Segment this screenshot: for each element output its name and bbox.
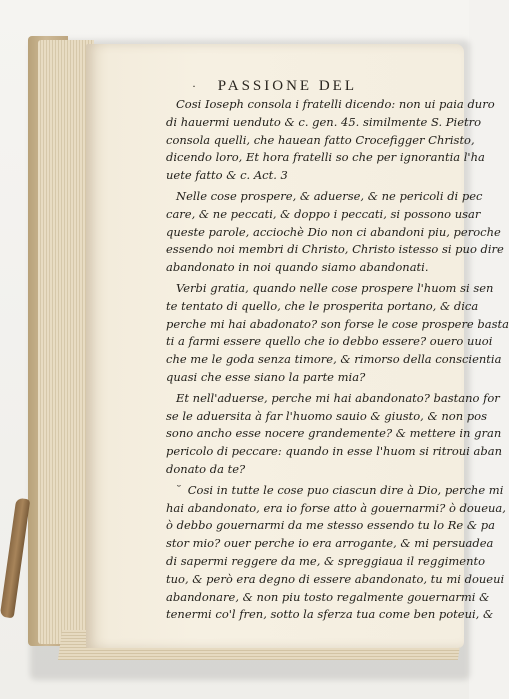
text-line-content: che me le goda senza timore, & rimorso della conscientia — [166, 352, 502, 367]
text-line-content: donato da te? — [166, 461, 246, 476]
text-line-content: care, & ne peccati, & doppo i peccati, si possono usar — [166, 206, 481, 221]
text-line — [166, 461, 462, 479]
text-line — [166, 589, 490, 607]
text-line — [166, 517, 495, 535]
text-line — [166, 188, 483, 206]
text-line — [166, 443, 502, 461]
text-line-content: essendo noi membri di Christo, Christo istesso si puo dire — [166, 242, 504, 257]
page-text — [166, 96, 509, 624]
text-line — [166, 167, 462, 185]
text-line-content: di hauermi uenduto & c. gen. 45. similmente S. Pietro — [166, 114, 482, 129]
text-line — [166, 369, 462, 387]
text-line — [166, 149, 485, 167]
text-line — [166, 606, 494, 624]
text-line — [166, 571, 505, 589]
text-line-content: stor mio? ouer perche io era arrogante, & mi persuadea — [166, 536, 494, 551]
text-line-content: dicendo loro, Et hora fratelli so che per ignorantia l'ha — [166, 150, 485, 165]
text-line — [166, 351, 502, 369]
text-line-content: ò debbo gouernarmi da me stesso essendo tu lo Re & pa — [166, 518, 495, 533]
text-line — [166, 132, 475, 150]
text-line-content: se le aduersita à far l'huomo sauio & giusto, & non pos — [166, 408, 487, 423]
running-head — [0, 78, 469, 95]
text-line — [166, 298, 479, 316]
text-line-content: Verbi gratia, quando nelle cose prospere l'huom si sen — [176, 280, 494, 295]
text-line-content: pericolo di peccare: quando in esse l'huom si ritroui aban — [166, 444, 502, 459]
text-line — [166, 333, 493, 351]
text-line — [166, 316, 509, 334]
running-head-mark: · — [192, 79, 200, 93]
text-line-content: hai abandonato, era io forse atto à gouernarmi? ò doueua, — [166, 500, 506, 515]
text-line-content: tuo, & però era degno di essere abandonato, tu mi doueui — [166, 571, 505, 586]
text-line-content: Cosi in tutte le cose puo ciascun dire à Dio, perche mi — [187, 482, 504, 497]
text-line — [166, 482, 504, 500]
text-line-content: queste parole, acciochè Dio non ci abandoni piu, peroche — [166, 224, 501, 239]
text-line — [166, 408, 487, 426]
text-line — [166, 553, 486, 571]
text-line-content: abandonare, & non piu tosto regalmente gouernarmi & — [166, 589, 490, 604]
text-line-content: perche mi hai abadonato? son forse le cose prospere basta — [166, 316, 509, 331]
text-line — [166, 206, 481, 224]
running-head-title: PASSIONE DEL — [217, 78, 357, 94]
paragraph-mark-icon: ˘ — [176, 482, 182, 497]
text-line-content: Et nell'aduerse, perche mi hai abandonato? bastano for — [176, 390, 500, 405]
text-line-content: quasi che esse siano la parte mia? — [166, 369, 366, 384]
text-line-content: Nelle cose prospere, & aduerse, & ne pericoli di pec — [176, 188, 483, 203]
text-line-content: tenermi co'l fren, sotto la sferza tua come ben poteui, & — [166, 607, 494, 622]
text-line — [166, 535, 494, 553]
text-line — [166, 390, 500, 408]
text-line — [166, 425, 502, 443]
text-line — [166, 114, 482, 132]
text-line — [166, 241, 504, 259]
text-line-content: uete fatto & c. Act. 3 — [166, 168, 288, 183]
text-line — [166, 500, 506, 518]
text-line-content: ti a farmi essere quello che io debbo essere? ouero uuoi — [166, 334, 493, 349]
text-line — [166, 96, 495, 114]
text-line-content: abandonato in noi quando siamo abandonati. — [166, 260, 429, 275]
text-line-content: di sapermi reggere da me, & spreggiaua il reggimento — [166, 553, 486, 568]
text-line-content: consola quelli, che hauean fatto Crocefigger Christo, — [166, 132, 475, 147]
text-line-content: te tentato di quello, che le prosperita portano, & dica — [166, 298, 479, 313]
text-line — [166, 224, 501, 242]
text-line — [166, 280, 494, 298]
text-line — [166, 259, 462, 277]
text-line-content: sono ancho esse nocere grandemente? & mettere in gran — [166, 426, 502, 441]
text-line-content: Cosi Ioseph consola i fratelli dicendo: non ui paia duro — [176, 97, 495, 111]
